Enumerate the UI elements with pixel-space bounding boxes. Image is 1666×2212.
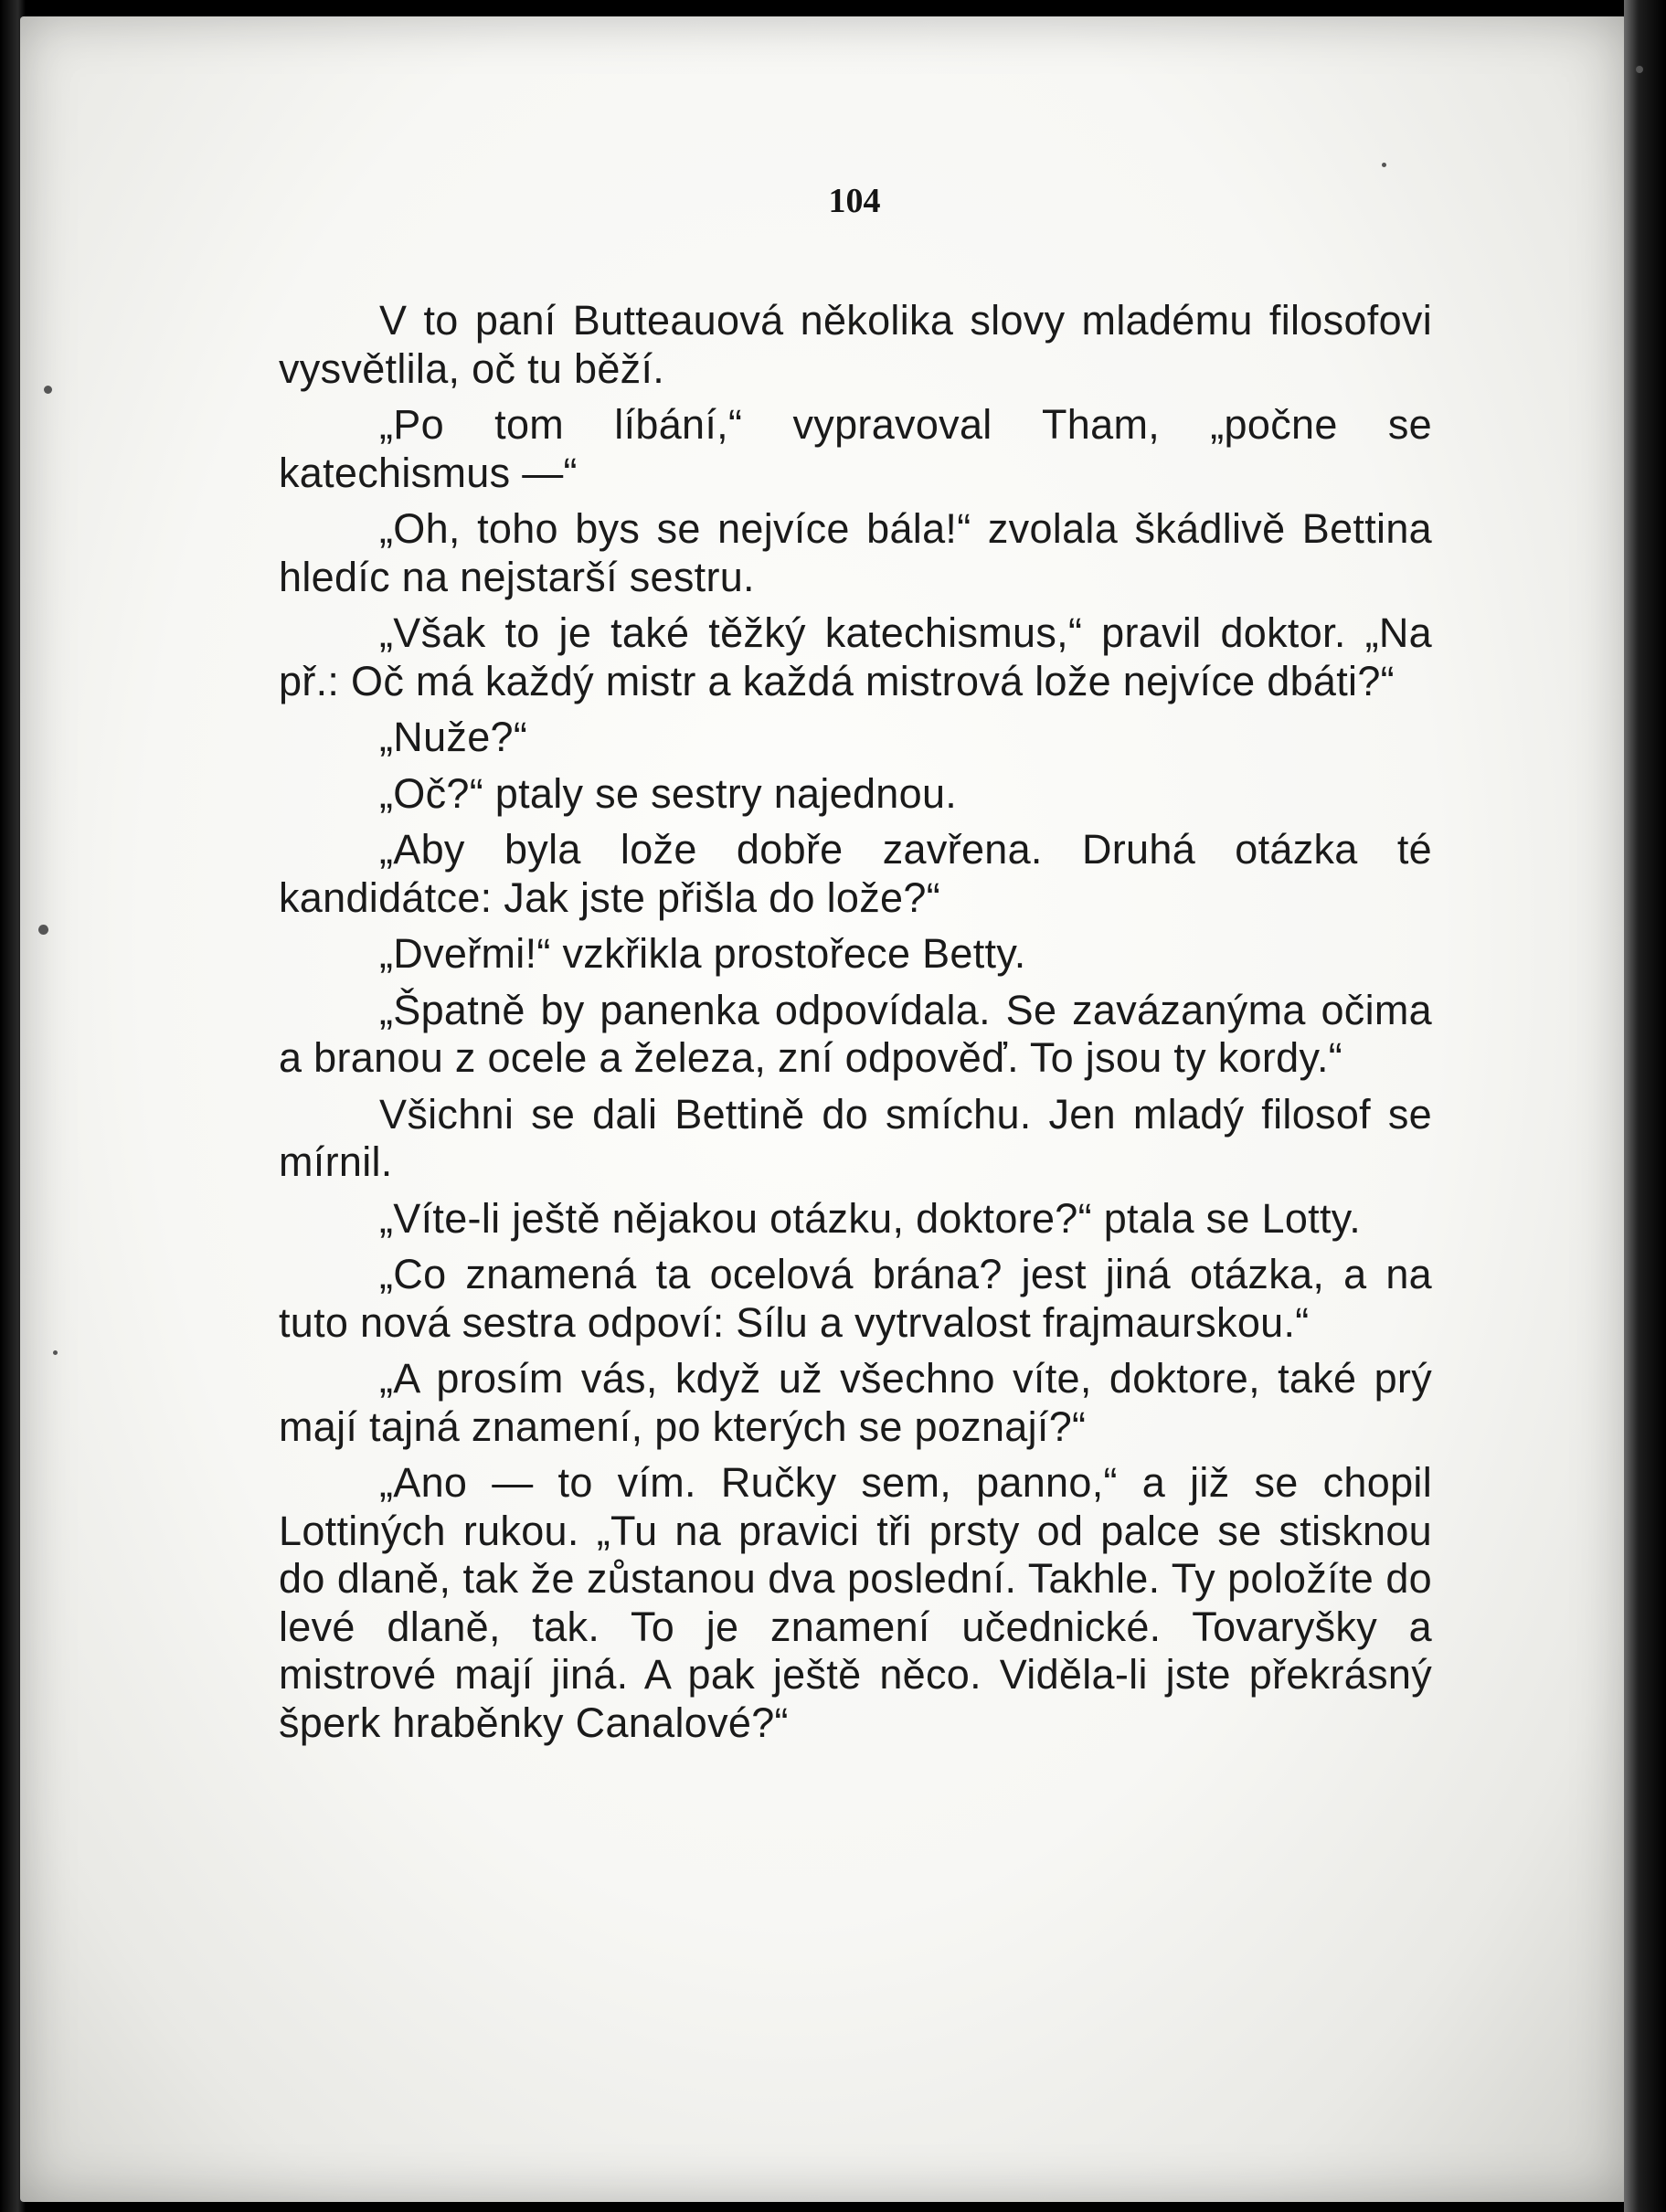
body-text bbox=[279, 297, 1432, 1755]
paragraph: „Nuže?“ bbox=[379, 714, 528, 760]
scan-speck bbox=[44, 386, 52, 394]
page-number: 104 bbox=[828, 182, 881, 220]
scan-speck bbox=[53, 1350, 58, 1355]
scan-speck bbox=[38, 925, 48, 935]
paragraph: „Po tom líbání,“ vypravoval Tham, „počne se katechismus —“ bbox=[279, 401, 1432, 496]
paragraph: „Oč?“ ptaly se sestry najednou. bbox=[379, 769, 958, 817]
paragraph: „Víte-li ještě nějakou otázku, doktore?“ ptala se Lotty. bbox=[379, 1194, 1362, 1242]
paragraph: „Co znamená ta ocelová brána? jest jiná otázka, a na tuto nová sestra odpoví: Sílu a vytrvalost frajmaurskou.“ bbox=[279, 1251, 1432, 1346]
paragraph: Všichni se dali Bettině do smíchu. Jen mladý filosof se mírnil. bbox=[279, 1090, 1432, 1185]
book-binding-edge bbox=[1624, 0, 1666, 2212]
paragraph: „Ano — to vím. Ručky sem, panno,“ a již se chopil Lottiných rukou. „Tu na pravici tři prsty od palce se stisknou do dlaně, tak že zůstanou dva poslední. Takhle. Ty položíte do levé dlaně, tak. To je znamení učednické. Tovaryšky a mistrové mají jiná. A pak ještě něco. Viděla-li jste překrásný šperk hraběnky Canalové?“ bbox=[279, 1459, 1432, 1746]
scan-speck bbox=[1636, 66, 1643, 73]
paragraph: „Dveřmi!“ vzkřikla prostořece Betty. bbox=[379, 930, 1026, 977]
paragraph: V to paní Butteauová několika slovy mladému filosofovi vysvětlila, oč tu běží. bbox=[279, 297, 1432, 392]
paragraph: „Aby byla lože dobře zavřena. Druhá otázka té kandidátce: Jak jste přišla do lože?“ bbox=[279, 826, 1432, 921]
paragraph: „A prosím vás, když už všechno víte, doktore, také prý mají tajná znamení, po kterých se poznají?“ bbox=[279, 1355, 1432, 1450]
paragraph: „Oh, toho bys se nejvíce bála!“ zvolala škádlivě Bettina hledíc na nejstarší sestru. bbox=[279, 505, 1432, 600]
paragraph: „Špatně by panenka odpovídala. Se zavázanýma očima a branou z ocele a železa, zní odpověď. To jsou ty kordy.“ bbox=[279, 986, 1432, 1081]
scan-speck bbox=[1382, 163, 1386, 167]
paragraph: „Však to je také těžký katechismus,“ pravil doktor. „Na př.: Oč má každý mistr a každá mistrová lože nejvíce dbáti?“ bbox=[279, 609, 1432, 704]
